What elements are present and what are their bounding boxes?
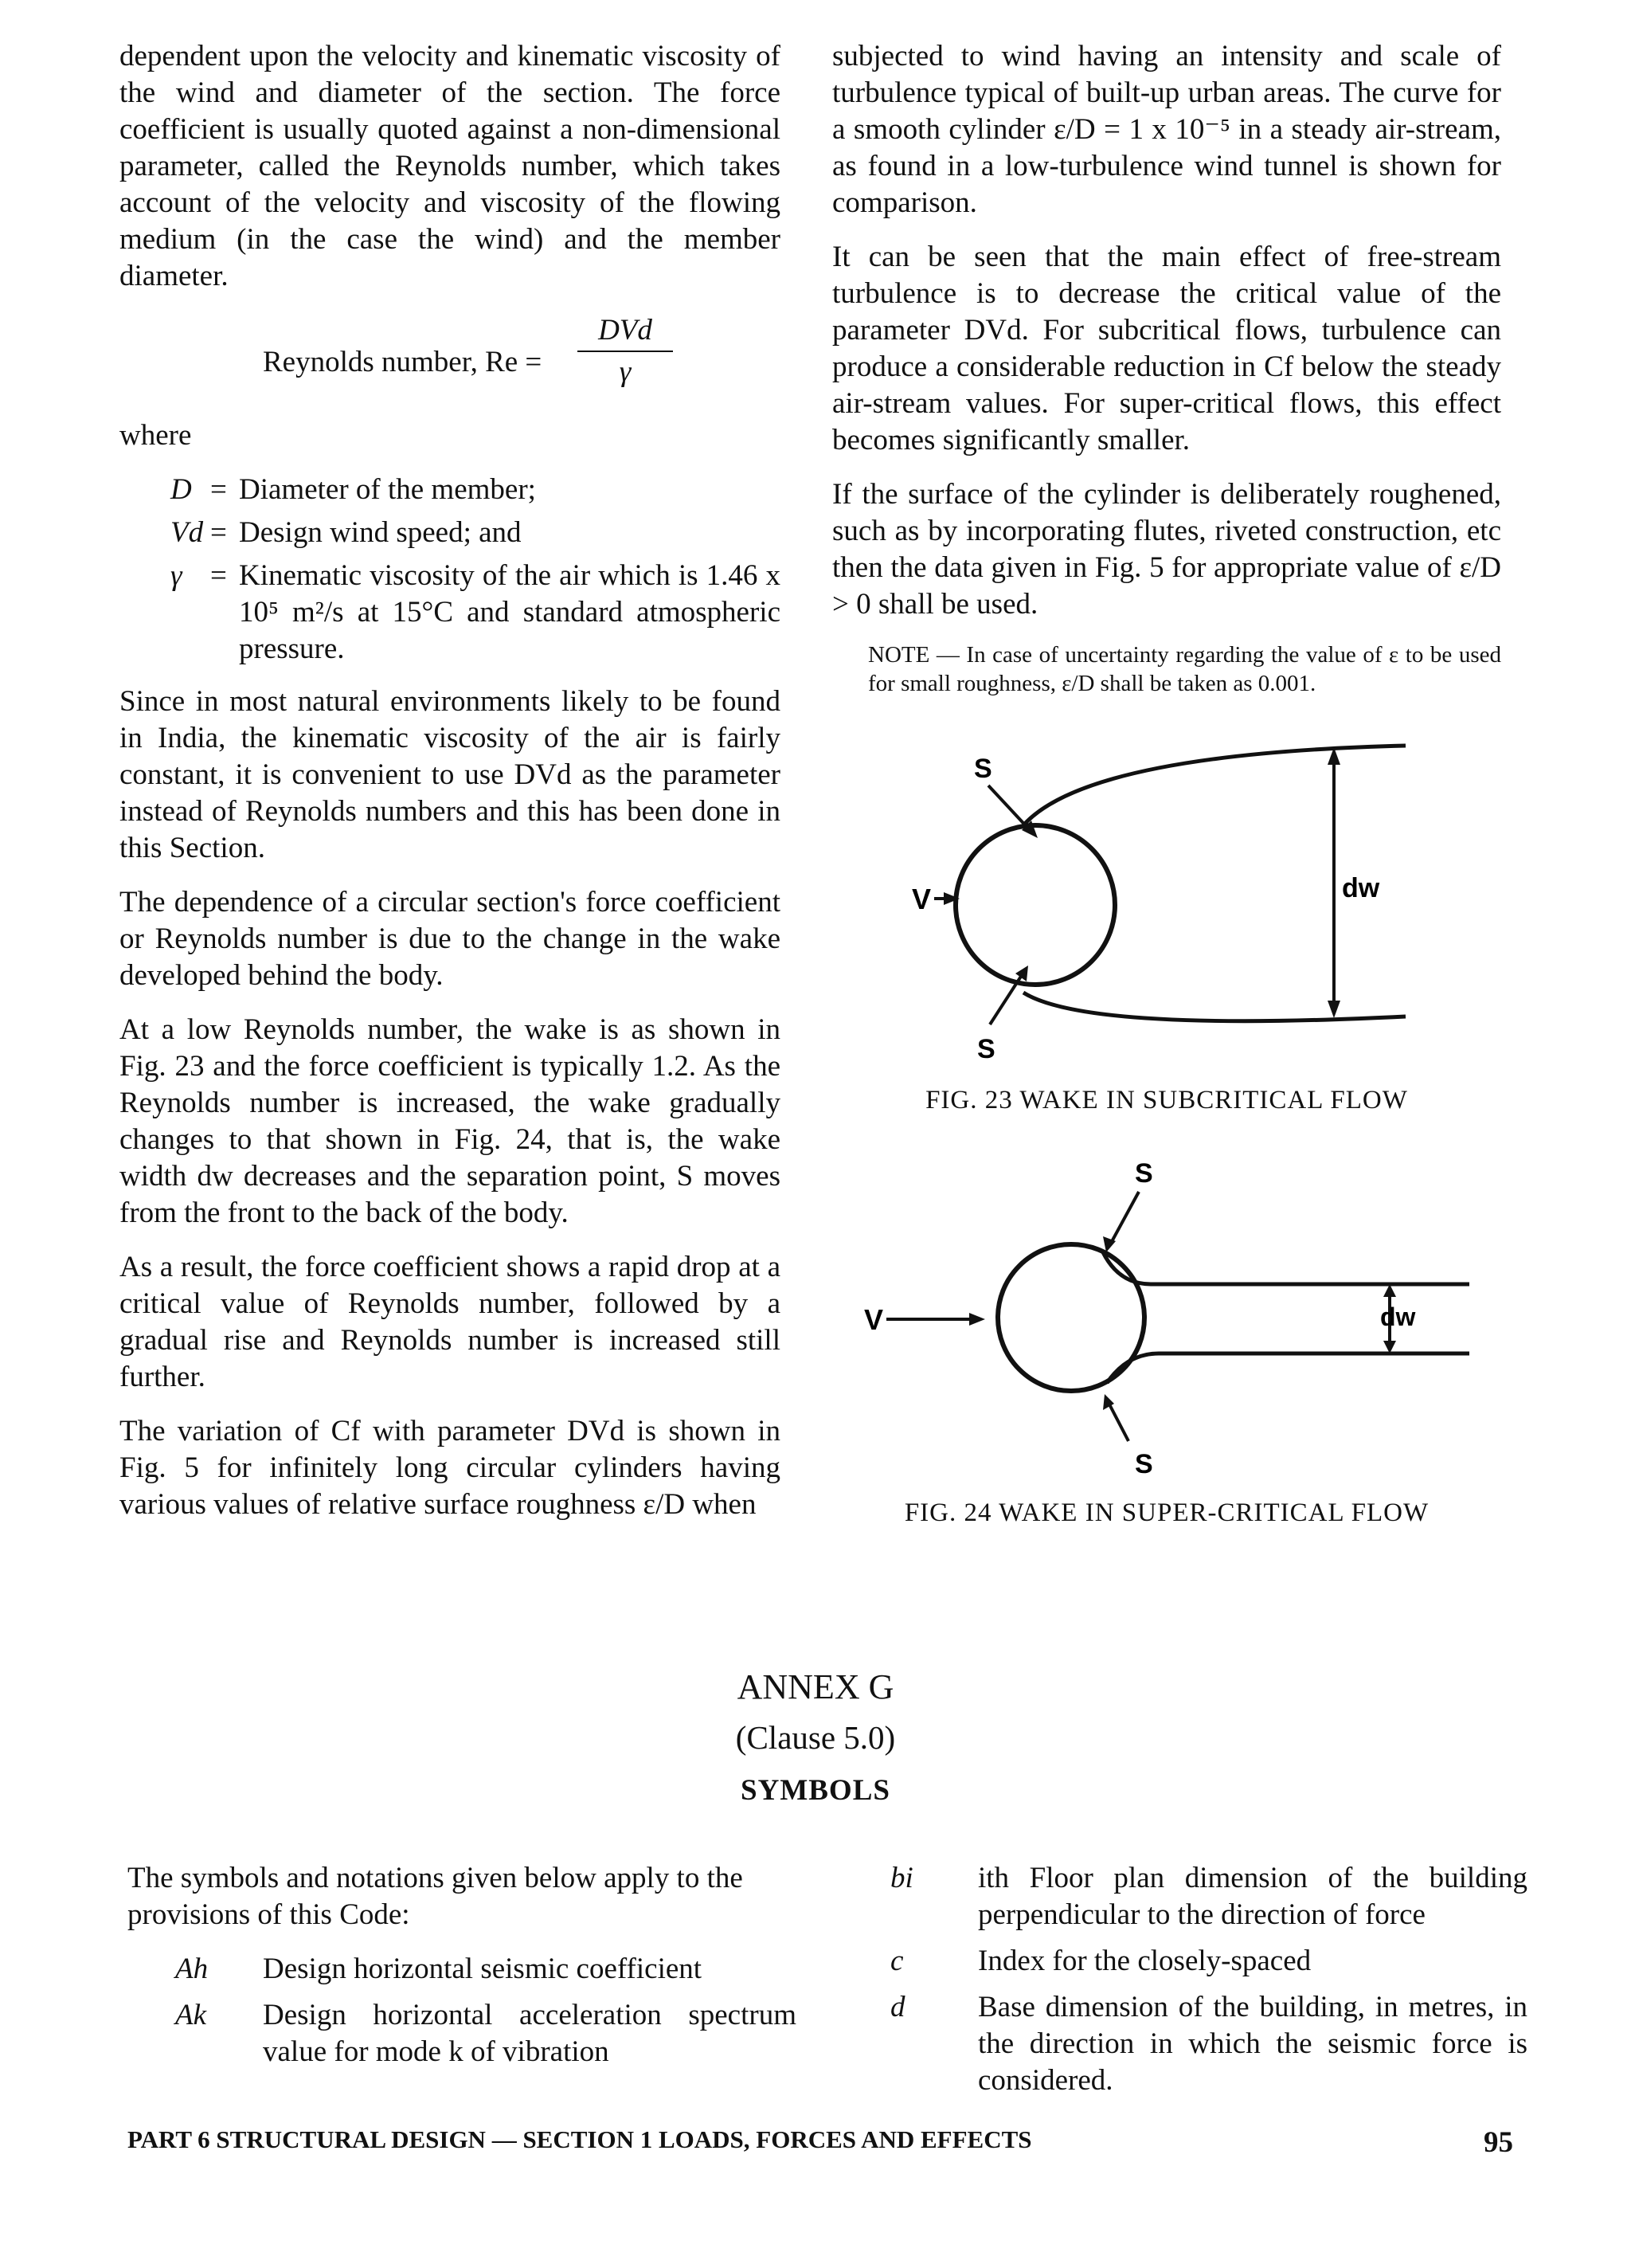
annex-title: ANNEX G (737, 1667, 894, 1706)
separation-point-label: S (977, 1034, 995, 1064)
symbol: Ah (175, 1953, 209, 1985)
symbol-list (175, 1951, 796, 2070)
velocity-label: V (864, 1303, 884, 1336)
definition-symbol: Vd (170, 516, 204, 549)
velocity-label: V (912, 883, 932, 915)
annex-heading (0, 1665, 1631, 1808)
wake-width-label: dw (1380, 1302, 1416, 1331)
paragraph: The variation of Cf with parameter DVd is shown in Fig. 5 for infinitely long circular cylinders having various values of relative surface roughness ε/D when (119, 1415, 780, 1521)
symbol: bi (890, 1862, 913, 1894)
definition-equals: = (210, 516, 227, 549)
symbols-left-column (127, 1860, 796, 2080)
separation-point-label: S (974, 754, 992, 784)
definition-text: Kinematic viscosity of the air which is 1.46 x 10⁵ m²/s at 15°C and standard atmospheric pressure. (239, 559, 780, 665)
definition-text: Design wind speed; and (239, 516, 522, 549)
formula-fraction (577, 312, 673, 390)
wake-upper-boundary (1023, 746, 1406, 825)
arrowhead-icon (969, 1313, 985, 1326)
definition-list (170, 472, 780, 668)
symbol: c (890, 1945, 904, 1977)
separation-point-label: S (1135, 1158, 1153, 1189)
definition-equals: = (210, 559, 227, 592)
separation-arrow-line (1108, 1401, 1128, 1441)
where-label: where (119, 419, 192, 452)
symbols-right-column (890, 1860, 1527, 2109)
wake-lower-boundary (1107, 1353, 1469, 1383)
formula-denominator: γ (619, 355, 632, 388)
separation-arrow-line (988, 785, 1031, 832)
page-footer (127, 2125, 1513, 2160)
separation-arrow-line (1109, 1192, 1139, 1246)
supercritical-wake-diagram (832, 1134, 1501, 1485)
wake-lower-boundary (1023, 993, 1406, 1021)
symbol-row (175, 1951, 796, 1988)
subcritical-wake-diagram (832, 730, 1501, 1072)
paragraph: At a low Reynolds number, the wake is as shown in Fig. 23 and the force coefficient is typically 1.2. As the Reynolds number is increased, the wake gradually changes to that shown in Fig. 24, that is, the wake width dw decreases and the separation point, S moves from the front to the back of the body. (119, 1013, 780, 1229)
paragraph: As a result, the force coefficient shows a rapid drop at a critical value of Reynolds number, followed by a gradual rise and Reynolds number is increased still further. (119, 1251, 780, 1393)
cylinder-circle (956, 825, 1115, 985)
cylinder-circle (998, 1244, 1144, 1391)
figure-caption: FIG. 23 WAKE IN SUBCRITICAL FLOW (925, 1086, 1408, 1114)
symbol-definition: Design horizontal acceleration spectrum value for mode k of vibration (263, 1999, 796, 2068)
annex-subtitle: SYMBOLS (741, 1774, 890, 1807)
symbol-row (175, 1997, 796, 2070)
right-column (832, 38, 1501, 1531)
arrowhead-icon (1328, 1001, 1340, 1018)
figure-caption: FIG. 24 WAKE IN SUPER-CRITICAL FLOW (904, 1498, 1430, 1527)
paragraph: subjected to wind having an intensity and scale of turbulence typical of built-up urban areas. The curve for a smooth cylinder ε/D = 1 x 10⁻⁵ in a steady air-stream, as found in a low-turbulence wind tunnel is shown for comparison. (832, 40, 1501, 219)
paragraph: If the surface of the cylinder is deliberately roughened, such as by incorporating flutes, riveted construction, etc then the data given in Fig. 5 for appropriate value of ε/D > 0 shall be used. (832, 478, 1501, 621)
note: NOTE — In case of uncertainty regarding the value of ε to be used for small roughness, ε/D shall be taken as 0.001. (868, 642, 1501, 696)
footer-text: PART 6 STRUCTURAL DESIGN — SECTION 1 LOADS, FORCES AND EFFECTS (127, 2125, 1032, 2153)
paragraph: It can be seen that the main effect of free-stream turbulence is to decrease the critical value of the parameter DVd. For subcritical flows, turbulence can produce a considerable reduction in Cf below the steady air-stream values. For super-critical flows, this effect becomes significantly smaller. (832, 241, 1501, 456)
formula-label: Reynolds number, Re = (263, 346, 542, 378)
symbol-definition: Index for the closely-spaced (978, 1945, 1312, 1977)
symbol-row (890, 1943, 1527, 1980)
separation-point-label: S (1135, 1449, 1153, 1479)
page-number: 95 (1484, 2126, 1513, 2159)
symbol: Ak (175, 1999, 207, 2031)
wake-upper-boundary (1103, 1252, 1469, 1284)
definition-row (170, 558, 780, 668)
formula-numerator: DVd (577, 312, 673, 352)
figure-24 (832, 1134, 1501, 1531)
paragraph: Since in most natural environments likely to be found in India, the kinematic viscosity of the air is fairly constant, it is convenient to use DVd as the parameter instead of Reynolds numbers and this has been done in this Section. (119, 685, 780, 864)
wake-width-label: dw (1342, 873, 1380, 903)
symbol-row (890, 1989, 1527, 2099)
paragraph: The dependence of a circular section's force coefficient or Reynolds number is due to the change in the wake developed behind the body. (119, 886, 780, 992)
symbol: d (890, 1991, 905, 2023)
left-column (119, 38, 780, 1541)
definition-symbol: γ (170, 559, 182, 592)
arrowhead-icon (1015, 966, 1028, 981)
annex-intro: The symbols and notations given below apply to the provisions of this Code: (127, 1862, 743, 1931)
symbol-row (890, 1860, 1527, 1933)
definition-row (170, 472, 780, 508)
definition-row (170, 515, 780, 551)
symbol-definition: Base dimension of the building, in metres, in the direction in which the seismic force is considered. (978, 1991, 1527, 2097)
reynolds-formula (119, 312, 780, 400)
annex-clause: (Clause 5.0) (735, 1719, 896, 1756)
definition-equals: = (210, 473, 227, 506)
symbol-definition: ith Floor plan dimension of the building perpendicular to the direction of force (978, 1862, 1527, 1931)
figure-23 (832, 730, 1501, 1118)
definition-text: Diameter of the member; (239, 473, 536, 506)
paragraph: dependent upon the velocity and kinematic viscosity of the wind and diameter of the section. The force coefficient is usually quoted against a non-dimensional parameter, called the Reynolds number, which takes account of the velocity and viscosity of the flowing medium (in the case the wind) and the member diameter. (119, 40, 780, 292)
symbol-definition: Design horizontal seismic coefficient (263, 1953, 702, 1985)
definition-symbol: D (170, 473, 192, 506)
